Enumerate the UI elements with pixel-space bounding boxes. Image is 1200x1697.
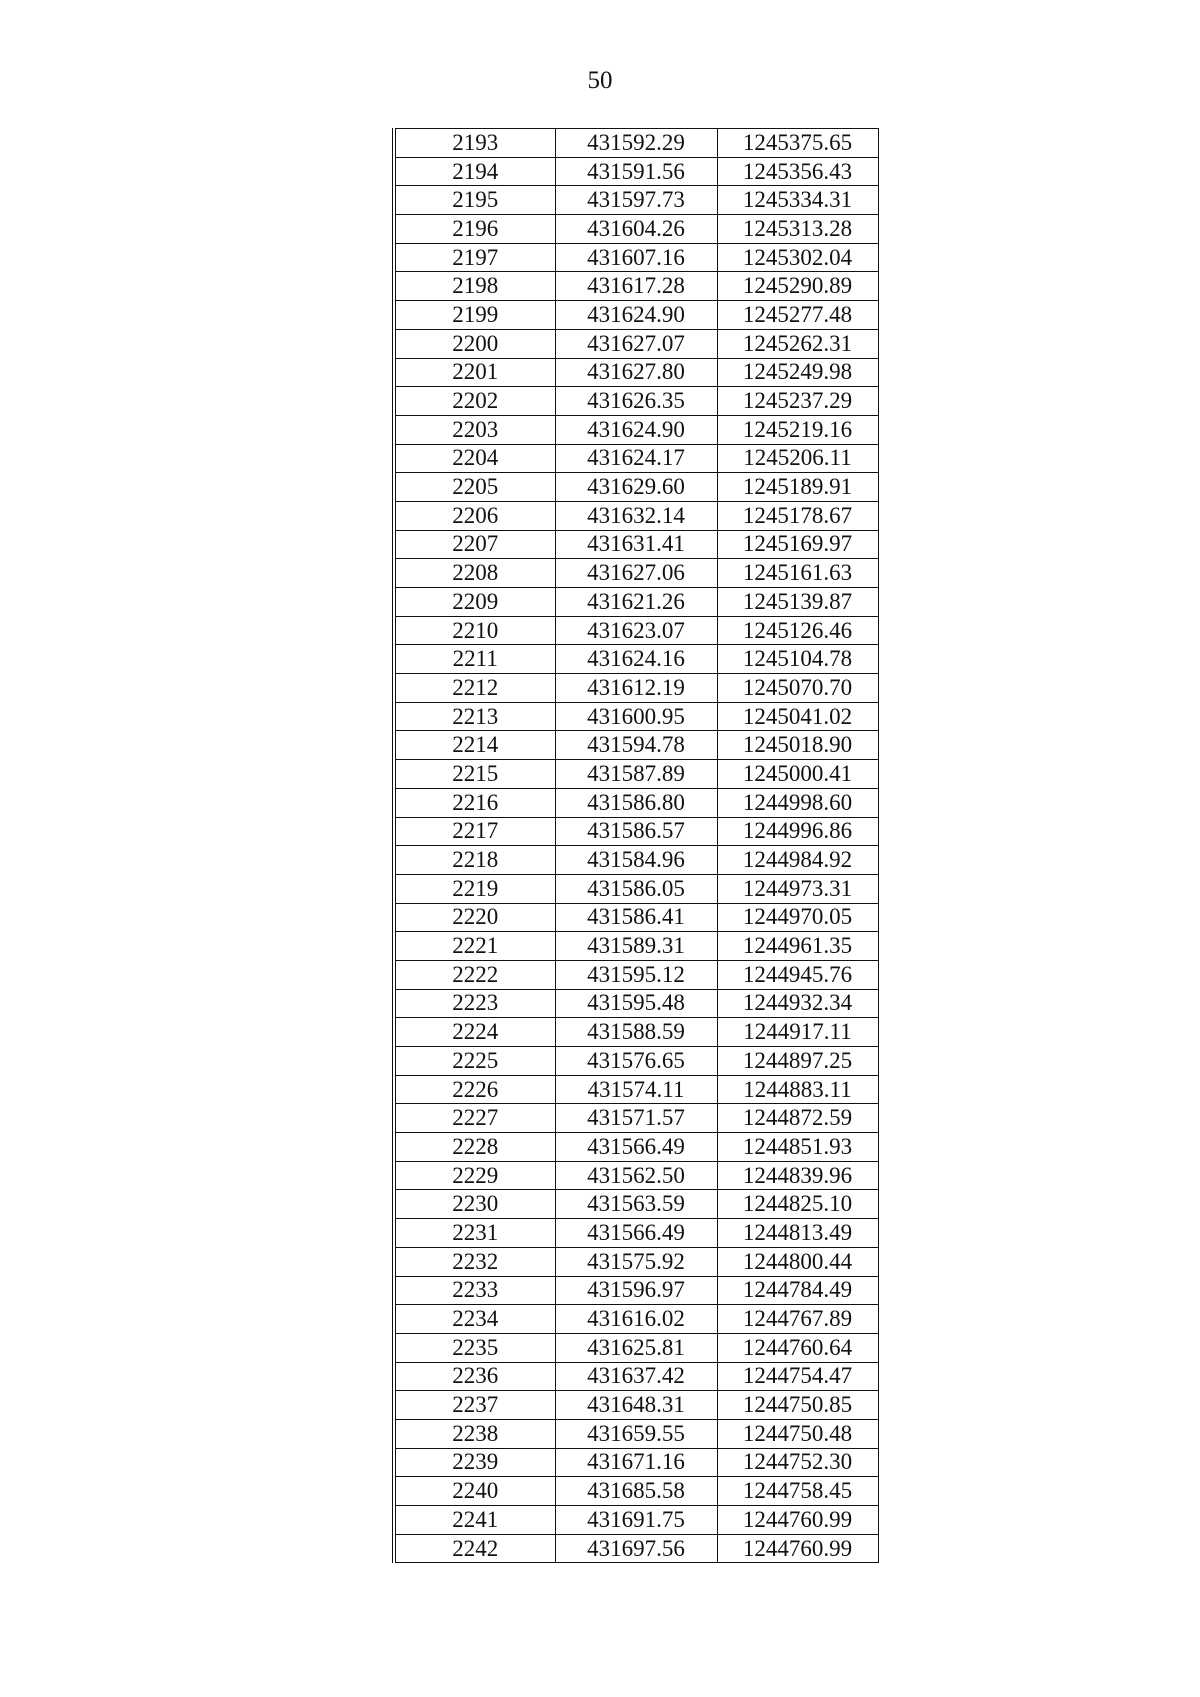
x-coordinate-cell: 431671.16 — [555, 1448, 717, 1477]
y-coordinate-cell: 1244750.85 — [717, 1391, 878, 1420]
x-coordinate-cell: 431627.07 — [555, 329, 717, 358]
point-number-cell: 2199 — [394, 301, 555, 330]
table-row — [394, 1047, 878, 1076]
x-coordinate-cell: 431592.29 — [555, 129, 717, 158]
x-coordinate-cell: 431616.02 — [555, 1305, 717, 1334]
table-row — [394, 788, 878, 817]
point-number-cell: 2221 — [394, 932, 555, 961]
point-number-cell: 2198 — [394, 272, 555, 301]
y-coordinate-cell: 1244750.48 — [717, 1419, 878, 1448]
x-coordinate-cell: 431586.80 — [555, 788, 717, 817]
point-number-cell: 2197 — [394, 243, 555, 272]
point-number-cell: 2215 — [394, 760, 555, 789]
x-coordinate-cell: 431624.17 — [555, 444, 717, 473]
x-coordinate-cell: 431597.73 — [555, 186, 717, 215]
table-row — [394, 387, 878, 416]
x-coordinate-cell: 431691.75 — [555, 1506, 717, 1535]
x-coordinate-cell: 431586.05 — [555, 874, 717, 903]
y-coordinate-cell: 1244973.31 — [717, 874, 878, 903]
y-coordinate-cell: 1244760.99 — [717, 1506, 878, 1535]
x-coordinate-cell: 431574.11 — [555, 1075, 717, 1104]
x-coordinate-cell: 431629.60 — [555, 473, 717, 502]
y-coordinate-cell: 1245249.98 — [717, 358, 878, 387]
point-number-cell: 2239 — [394, 1448, 555, 1477]
point-number-cell: 2213 — [394, 702, 555, 731]
table-row — [394, 243, 878, 272]
table-row — [394, 1448, 878, 1477]
x-coordinate-cell: 431626.35 — [555, 387, 717, 416]
point-number-cell: 2200 — [394, 329, 555, 358]
table-row — [394, 874, 878, 903]
x-coordinate-cell: 431624.90 — [555, 301, 717, 330]
x-coordinate-cell: 431584.96 — [555, 846, 717, 875]
point-number-cell: 2193 — [394, 129, 555, 158]
y-coordinate-cell: 1245219.16 — [717, 415, 878, 444]
point-number-cell: 2235 — [394, 1333, 555, 1362]
point-number-cell: 2230 — [394, 1190, 555, 1219]
table-row — [394, 1391, 878, 1420]
y-coordinate-cell: 1245356.43 — [717, 157, 878, 186]
page-number: 50 — [587, 67, 613, 94]
table-row — [394, 358, 878, 387]
y-coordinate-cell: 1245018.90 — [717, 731, 878, 760]
point-number-cell: 2242 — [394, 1534, 555, 1563]
y-coordinate-cell: 1245277.48 — [717, 301, 878, 330]
y-coordinate-cell: 1244932.34 — [717, 989, 878, 1018]
x-coordinate-cell: 431685.58 — [555, 1477, 717, 1506]
x-coordinate-cell: 431617.28 — [555, 272, 717, 301]
table-row — [394, 846, 878, 875]
table-row — [394, 329, 878, 358]
table-row — [394, 760, 878, 789]
x-coordinate-cell: 431612.19 — [555, 674, 717, 703]
y-coordinate-cell: 1245313.28 — [717, 215, 878, 244]
point-number-cell: 2206 — [394, 501, 555, 530]
x-coordinate-cell: 431632.14 — [555, 501, 717, 530]
table-row — [394, 960, 878, 989]
table-row — [394, 1362, 878, 1391]
y-coordinate-cell: 1245169.97 — [717, 530, 878, 559]
table-row — [394, 1276, 878, 1305]
point-number-cell: 2201 — [394, 358, 555, 387]
table-row — [394, 1305, 878, 1334]
point-number-cell: 2232 — [394, 1247, 555, 1276]
table-row — [394, 1477, 878, 1506]
table-row — [394, 1219, 878, 1248]
table-row — [394, 215, 878, 244]
point-number-cell: 2204 — [394, 444, 555, 473]
table-row — [394, 272, 878, 301]
table-row — [394, 157, 878, 186]
point-number-cell: 2209 — [394, 588, 555, 617]
table-row — [394, 1333, 878, 1362]
y-coordinate-cell: 1244784.49 — [717, 1276, 878, 1305]
x-coordinate-cell: 431697.56 — [555, 1534, 717, 1563]
table-row — [394, 1247, 878, 1276]
point-number-cell: 2225 — [394, 1047, 555, 1076]
y-coordinate-cell: 1244883.11 — [717, 1075, 878, 1104]
table-row — [394, 559, 878, 588]
y-coordinate-cell: 1245302.04 — [717, 243, 878, 272]
point-number-cell: 2194 — [394, 157, 555, 186]
table-row — [394, 1075, 878, 1104]
y-coordinate-cell: 1244897.25 — [717, 1047, 878, 1076]
point-number-cell: 2196 — [394, 215, 555, 244]
x-coordinate-cell: 431571.57 — [555, 1104, 717, 1133]
table-row — [394, 1190, 878, 1219]
x-coordinate-cell: 431586.57 — [555, 817, 717, 846]
y-coordinate-cell: 1244760.99 — [717, 1534, 878, 1563]
y-coordinate-cell: 1244800.44 — [717, 1247, 878, 1276]
point-number-cell: 2241 — [394, 1506, 555, 1535]
point-number-cell: 2224 — [394, 1018, 555, 1047]
x-coordinate-cell: 431595.12 — [555, 960, 717, 989]
point-number-cell: 2219 — [394, 874, 555, 903]
table-row — [394, 1161, 878, 1190]
point-number-cell: 2223 — [394, 989, 555, 1018]
x-coordinate-cell: 431594.78 — [555, 731, 717, 760]
point-number-cell: 2210 — [394, 616, 555, 645]
point-number-cell: 2234 — [394, 1305, 555, 1334]
y-coordinate-cell: 1245189.91 — [717, 473, 878, 502]
y-coordinate-cell: 1244996.86 — [717, 817, 878, 846]
x-coordinate-cell: 431587.89 — [555, 760, 717, 789]
y-coordinate-cell: 1244825.10 — [717, 1190, 878, 1219]
x-coordinate-cell: 431588.59 — [555, 1018, 717, 1047]
point-number-cell: 2208 — [394, 559, 555, 588]
x-coordinate-cell: 431648.31 — [555, 1391, 717, 1420]
y-coordinate-cell: 1244945.76 — [717, 960, 878, 989]
y-coordinate-cell: 1245178.67 — [717, 501, 878, 530]
y-coordinate-cell: 1244872.59 — [717, 1104, 878, 1133]
y-coordinate-cell: 1244970.05 — [717, 903, 878, 932]
x-coordinate-cell: 431566.49 — [555, 1219, 717, 1248]
x-coordinate-cell: 431625.81 — [555, 1333, 717, 1362]
x-coordinate-cell: 431562.50 — [555, 1161, 717, 1190]
table-row — [394, 301, 878, 330]
x-coordinate-cell: 431627.80 — [555, 358, 717, 387]
point-number-cell: 2222 — [394, 960, 555, 989]
x-coordinate-cell: 431604.26 — [555, 215, 717, 244]
table-row — [394, 932, 878, 961]
y-coordinate-cell: 1244917.11 — [717, 1018, 878, 1047]
table-row — [394, 817, 878, 846]
table-row — [394, 415, 878, 444]
y-coordinate-cell: 1244758.45 — [717, 1477, 878, 1506]
point-number-cell: 2220 — [394, 903, 555, 932]
y-coordinate-cell: 1244851.93 — [717, 1133, 878, 1162]
point-number-cell: 2237 — [394, 1391, 555, 1420]
coordinates-table-body — [394, 129, 878, 1563]
point-number-cell: 2240 — [394, 1477, 555, 1506]
point-number-cell: 2216 — [394, 788, 555, 817]
point-number-cell: 2217 — [394, 817, 555, 846]
table-row — [394, 1133, 878, 1162]
x-coordinate-cell: 431575.92 — [555, 1247, 717, 1276]
y-coordinate-cell: 1245041.02 — [717, 702, 878, 731]
table-row — [394, 731, 878, 760]
x-coordinate-cell: 431600.95 — [555, 702, 717, 731]
y-coordinate-cell: 1245262.31 — [717, 329, 878, 358]
y-coordinate-cell: 1244767.89 — [717, 1305, 878, 1334]
x-coordinate-cell: 431595.48 — [555, 989, 717, 1018]
x-coordinate-cell: 431624.90 — [555, 415, 717, 444]
y-coordinate-cell: 1245161.63 — [717, 559, 878, 588]
y-coordinate-cell: 1245000.41 — [717, 760, 878, 789]
x-coordinate-cell: 431589.31 — [555, 932, 717, 961]
table-row — [394, 501, 878, 530]
y-coordinate-cell: 1244839.96 — [717, 1161, 878, 1190]
point-number-cell: 2226 — [394, 1075, 555, 1104]
y-coordinate-cell: 1244752.30 — [717, 1448, 878, 1477]
table-row — [394, 444, 878, 473]
table-row — [394, 1018, 878, 1047]
x-coordinate-cell: 431591.56 — [555, 157, 717, 186]
x-coordinate-cell: 431659.55 — [555, 1419, 717, 1448]
point-number-cell: 2236 — [394, 1362, 555, 1391]
x-coordinate-cell: 431624.16 — [555, 645, 717, 674]
y-coordinate-cell: 1245070.70 — [717, 674, 878, 703]
table-row — [394, 903, 878, 932]
y-coordinate-cell: 1244813.49 — [717, 1219, 878, 1248]
table-row — [394, 1534, 878, 1563]
point-number-cell: 2214 — [394, 731, 555, 760]
point-number-cell: 2233 — [394, 1276, 555, 1305]
x-coordinate-cell: 431563.59 — [555, 1190, 717, 1219]
point-number-cell: 2218 — [394, 846, 555, 875]
coordinates-table — [392, 128, 879, 1563]
y-coordinate-cell: 1245334.31 — [717, 186, 878, 215]
point-number-cell: 2229 — [394, 1161, 555, 1190]
x-coordinate-cell: 431596.97 — [555, 1276, 717, 1305]
point-number-cell: 2203 — [394, 415, 555, 444]
table-row — [394, 129, 878, 158]
x-coordinate-cell: 431627.06 — [555, 559, 717, 588]
point-number-cell: 2207 — [394, 530, 555, 559]
y-coordinate-cell: 1245139.87 — [717, 588, 878, 617]
x-coordinate-cell: 431631.41 — [555, 530, 717, 559]
table-row — [394, 674, 878, 703]
y-coordinate-cell: 1245104.78 — [717, 645, 878, 674]
table-row — [394, 645, 878, 674]
y-coordinate-cell: 1245290.89 — [717, 272, 878, 301]
point-number-cell: 2228 — [394, 1133, 555, 1162]
table-row — [394, 1506, 878, 1535]
table-row — [394, 989, 878, 1018]
y-coordinate-cell: 1245206.11 — [717, 444, 878, 473]
point-number-cell: 2211 — [394, 645, 555, 674]
y-coordinate-cell: 1244961.35 — [717, 932, 878, 961]
table-row — [394, 702, 878, 731]
y-coordinate-cell: 1244984.92 — [717, 846, 878, 875]
x-coordinate-cell: 431576.65 — [555, 1047, 717, 1076]
y-coordinate-cell: 1245375.65 — [717, 129, 878, 158]
point-number-cell: 2195 — [394, 186, 555, 215]
x-coordinate-cell: 431623.07 — [555, 616, 717, 645]
point-number-cell: 2238 — [394, 1419, 555, 1448]
point-number-cell: 2212 — [394, 674, 555, 703]
x-coordinate-cell: 431637.42 — [555, 1362, 717, 1391]
y-coordinate-cell: 1244754.47 — [717, 1362, 878, 1391]
x-coordinate-cell: 431586.41 — [555, 903, 717, 932]
table-row — [394, 1104, 878, 1133]
y-coordinate-cell: 1245237.29 — [717, 387, 878, 416]
table-row — [394, 473, 878, 502]
y-coordinate-cell: 1244760.64 — [717, 1333, 878, 1362]
x-coordinate-cell: 431566.49 — [555, 1133, 717, 1162]
point-number-cell: 2202 — [394, 387, 555, 416]
x-coordinate-cell: 431621.26 — [555, 588, 717, 617]
table-row — [394, 530, 878, 559]
point-number-cell: 2227 — [394, 1104, 555, 1133]
x-coordinate-cell: 431607.16 — [555, 243, 717, 272]
table-row — [394, 1419, 878, 1448]
table-row — [394, 588, 878, 617]
point-number-cell: 2205 — [394, 473, 555, 502]
y-coordinate-cell: 1244998.60 — [717, 788, 878, 817]
table-row — [394, 616, 878, 645]
point-number-cell: 2231 — [394, 1219, 555, 1248]
y-coordinate-cell: 1245126.46 — [717, 616, 878, 645]
table-row — [394, 186, 878, 215]
